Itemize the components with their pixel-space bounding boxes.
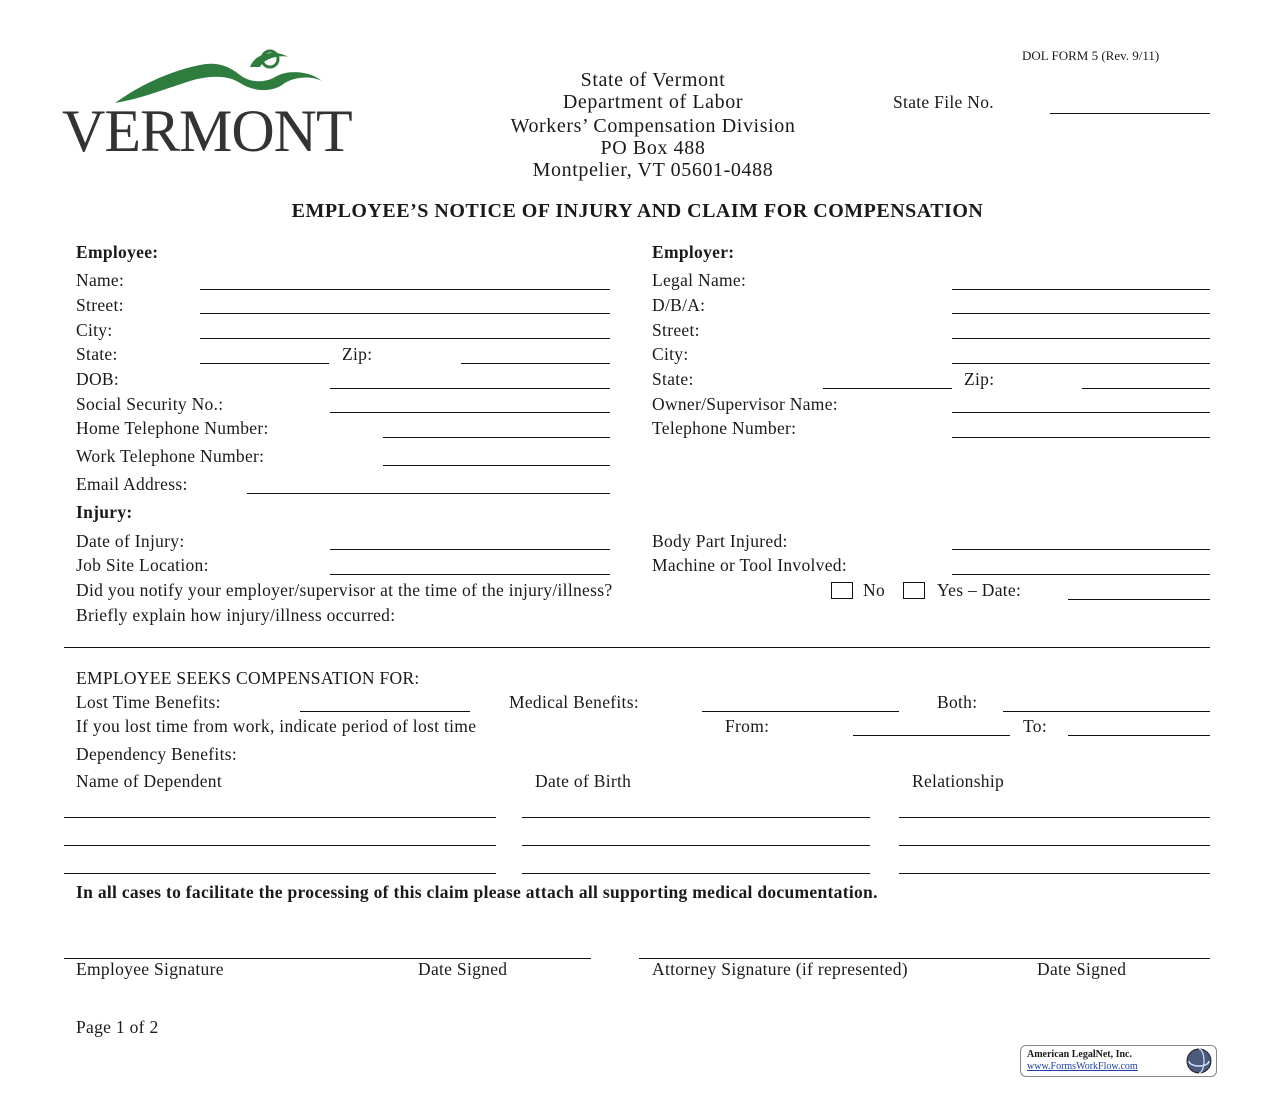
- employee-email-field[interactable]: [247, 493, 610, 494]
- employer-owner-label: Owner/Supervisor Name:: [652, 394, 838, 414]
- to-field[interactable]: [1068, 735, 1210, 736]
- dependent-dob-field-2[interactable]: [522, 845, 870, 846]
- employee-heading: Employee:: [76, 242, 159, 262]
- dependent-name-field-3[interactable]: [64, 873, 496, 874]
- vermont-logo: [60, 45, 405, 165]
- employer-owner-field[interactable]: [952, 412, 1210, 413]
- employee-zip-field[interactable]: [461, 363, 610, 364]
- employee-dob-label: DOB:: [76, 369, 120, 389]
- employer-state-field[interactable]: [823, 388, 952, 389]
- employee-name-label: Name:: [76, 270, 125, 290]
- lost-time-field[interactable]: [300, 711, 470, 712]
- employer-street-label: Street:: [652, 320, 700, 340]
- medical-field[interactable]: [702, 711, 899, 712]
- employee-home-phone-label: Home Telephone Number:: [76, 418, 269, 438]
- lost-time-label: Lost Time Benefits:: [76, 692, 221, 712]
- employee-work-phone-label: Work Telephone Number:: [76, 446, 265, 466]
- page-number: Page 1 of 2: [76, 1017, 159, 1037]
- attorney-date-signed-label: Date Signed: [1037, 959, 1127, 979]
- employee-date-signed-label: Date Signed: [418, 959, 508, 979]
- from-field[interactable]: [853, 735, 1010, 736]
- explain-field[interactable]: [64, 647, 1210, 648]
- employee-email-label: Email Address:: [76, 474, 188, 494]
- attorney-signature-label: Attorney Signature (if represented): [652, 959, 908, 979]
- vendor-url[interactable]: www.FormsWorkFlow.com: [1027, 1061, 1138, 1072]
- medical-label: Medical Benefits:: [509, 692, 639, 712]
- notify-no-label: No: [863, 580, 885, 600]
- agency-line-1: State of Vermont: [580, 69, 726, 91]
- dependent-relationship-field-2[interactable]: [899, 845, 1210, 846]
- employee-city-label: City:: [76, 320, 113, 340]
- dependent-relationship-header: Relationship: [912, 771, 1005, 791]
- medical-docs-notice: In all cases to facilitate the processing of this claim please attach all supporting medical documentation.: [76, 882, 878, 902]
- notify-date-field[interactable]: [1068, 599, 1210, 600]
- machine-tool-label: Machine or Tool Involved:: [652, 555, 848, 575]
- dependency-label: Dependency Benefits:: [76, 744, 238, 764]
- employer-legal-name-label: Legal Name:: [652, 270, 747, 290]
- job-site-field[interactable]: [330, 574, 610, 575]
- dependent-name-header: Name of Dependent: [76, 771, 223, 791]
- dependent-dob-header: Date of Birth: [535, 771, 632, 791]
- both-label: Both:: [937, 692, 978, 712]
- employee-state-field[interactable]: [200, 363, 329, 364]
- employee-signature-label: Employee Signature: [76, 959, 224, 979]
- form-id: DOL FORM 5 (Rev. 9/11): [1022, 48, 1160, 63]
- agency-line-4: PO Box 488: [600, 137, 706, 159]
- employer-phone-field[interactable]: [952, 437, 1210, 438]
- dependent-name-field-2[interactable]: [64, 845, 496, 846]
- employer-legal-name-field[interactable]: [952, 289, 1210, 290]
- employer-state-label: State:: [652, 369, 694, 389]
- body-part-label: Body Part Injured:: [652, 531, 788, 551]
- state-file-field[interactable]: [1050, 113, 1210, 114]
- from-label: From:: [725, 716, 770, 736]
- to-label: To:: [1023, 716, 1047, 736]
- compensation-heading: EMPLOYEE SEEKS COMPENSATION FOR:: [76, 668, 420, 688]
- globe-icon: [1184, 1047, 1214, 1075]
- employer-zip-field[interactable]: [1082, 388, 1210, 389]
- state-file-label: State File No.: [893, 92, 994, 112]
- agency-line-3: Workers’ Compensation Division: [510, 115, 796, 137]
- employee-ssn-field[interactable]: [330, 412, 610, 413]
- dependent-dob-field-1[interactable]: [522, 817, 870, 818]
- machine-tool-field[interactable]: [952, 574, 1210, 575]
- form-title: EMPLOYEE’S NOTICE OF INJURY AND CLAIM FOR COMPENSATION: [291, 200, 984, 222]
- employee-state-label: State:: [76, 344, 118, 364]
- dependent-dob-field-3[interactable]: [522, 873, 870, 874]
- both-field[interactable]: [1003, 711, 1210, 712]
- injury-date-label: Date of Injury:: [76, 531, 185, 551]
- agency-line-5: Montpelier, VT 05601-0488: [532, 159, 774, 181]
- employer-phone-label: Telephone Number:: [652, 418, 797, 438]
- dependent-relationship-field-1[interactable]: [899, 817, 1210, 818]
- employee-name-field[interactable]: [200, 289, 610, 290]
- employer-dba-field[interactable]: [952, 313, 1210, 314]
- notify-yes-label: Yes – Date:: [937, 580, 1022, 600]
- employee-street-label: Street:: [76, 295, 124, 315]
- employee-home-phone-field[interactable]: [383, 437, 610, 438]
- notify-yes-checkbox[interactable]: [903, 582, 925, 599]
- employer-heading: Employer:: [652, 242, 735, 262]
- employee-city-field[interactable]: [200, 338, 610, 339]
- explain-label: Briefly explain how injury/illness occurred:: [76, 605, 396, 625]
- employee-zip-label: Zip:: [342, 344, 373, 364]
- employee-ssn-label: Social Security No.:: [76, 394, 224, 414]
- notify-question: Did you notify your employer/supervisor at the time of the injury/illness?: [76, 580, 613, 600]
- dependent-relationship-field-3[interactable]: [899, 873, 1210, 874]
- agency-line-2: Department of Labor: [562, 91, 744, 113]
- employee-dob-field[interactable]: [330, 388, 610, 389]
- employer-street-field[interactable]: [952, 338, 1210, 339]
- body-part-field[interactable]: [952, 549, 1210, 550]
- lost-period-label: If you lost time from work, indicate period of lost time: [76, 716, 477, 736]
- dependent-name-field-1[interactable]: [64, 817, 496, 818]
- employer-city-field[interactable]: [952, 363, 1210, 364]
- vendor-name: American LegalNet, Inc.: [1027, 1049, 1132, 1060]
- employer-city-label: City:: [652, 344, 689, 364]
- logo-wordmark: VERMONT: [62, 98, 352, 164]
- employer-dba-label: D/B/A:: [652, 295, 706, 315]
- employee-work-phone-field[interactable]: [383, 465, 610, 466]
- employee-street-field[interactable]: [200, 313, 610, 314]
- job-site-label: Job Site Location:: [76, 555, 209, 575]
- notify-no-checkbox[interactable]: [831, 582, 853, 599]
- injury-date-field[interactable]: [330, 549, 610, 550]
- employer-zip-label: Zip:: [964, 369, 995, 389]
- injury-heading: Injury:: [76, 502, 133, 522]
- vendor-badge: [1020, 1045, 1217, 1077]
